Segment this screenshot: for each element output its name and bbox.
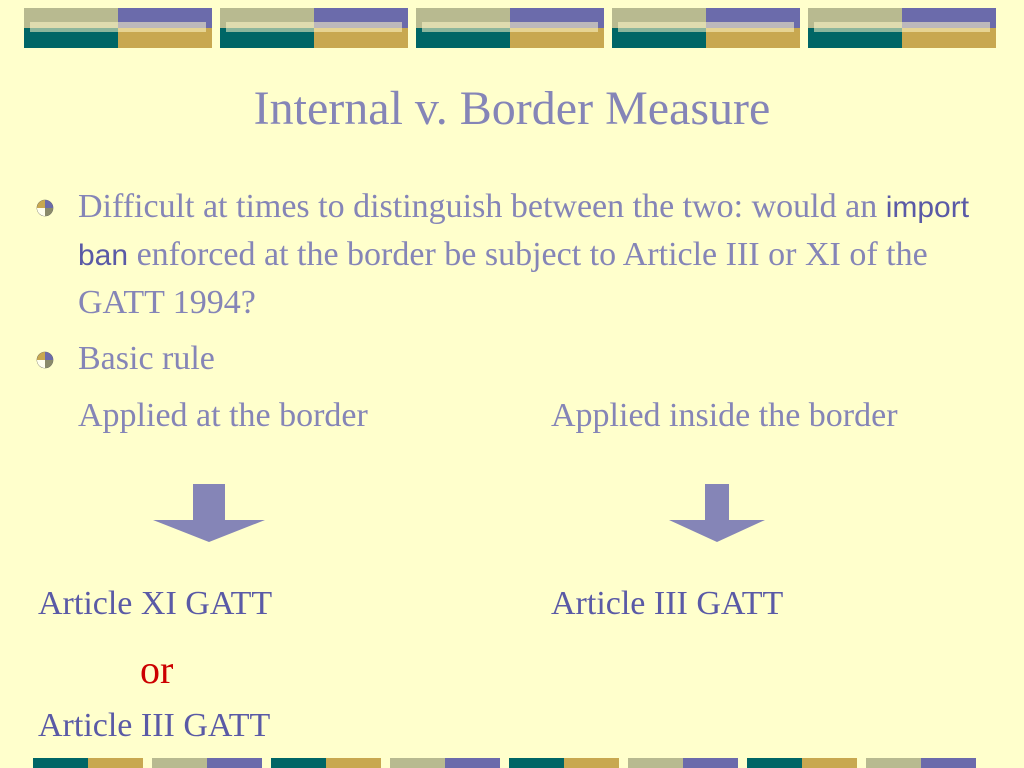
applied-inside-border-label: Applied inside the border bbox=[551, 397, 898, 434]
bullet-text: Basic rule bbox=[78, 340, 215, 377]
article-iii-result: Article III GATT bbox=[38, 707, 271, 744]
top-decorative-band bbox=[0, 8, 1024, 48]
band-tile bbox=[24, 8, 212, 48]
down-arrow-icon bbox=[668, 484, 766, 544]
quartered-ball-bullet-icon bbox=[36, 351, 54, 369]
bullet-item bbox=[36, 335, 986, 382]
slide-title: Internal v. Border Measure bbox=[253, 82, 771, 135]
import-ban-emphasis: import ban bbox=[78, 191, 970, 272]
article-iii-result-right: Article III GATT bbox=[551, 585, 784, 622]
band-tile bbox=[416, 8, 604, 48]
bottom-decorative-band bbox=[0, 758, 1024, 768]
band-tile bbox=[220, 8, 408, 48]
bullet-text-part: Difficult at times to distinguish between the two: would an bbox=[78, 188, 886, 225]
bullet-text bbox=[78, 183, 986, 326]
bullet-item bbox=[36, 183, 986, 326]
bullet-text-part: enforced at the border be subject to Article III or XI of the GATT 1994? bbox=[78, 236, 928, 321]
applied-at-border-label: Applied at the border bbox=[78, 397, 368, 434]
or-connector: or bbox=[140, 647, 174, 692]
band-tile bbox=[612, 8, 800, 48]
article-xi-result: Article XI GATT bbox=[38, 585, 273, 622]
band-tile bbox=[808, 8, 996, 48]
quartered-ball-bullet-icon bbox=[36, 199, 54, 217]
down-arrow-icon bbox=[152, 484, 266, 544]
